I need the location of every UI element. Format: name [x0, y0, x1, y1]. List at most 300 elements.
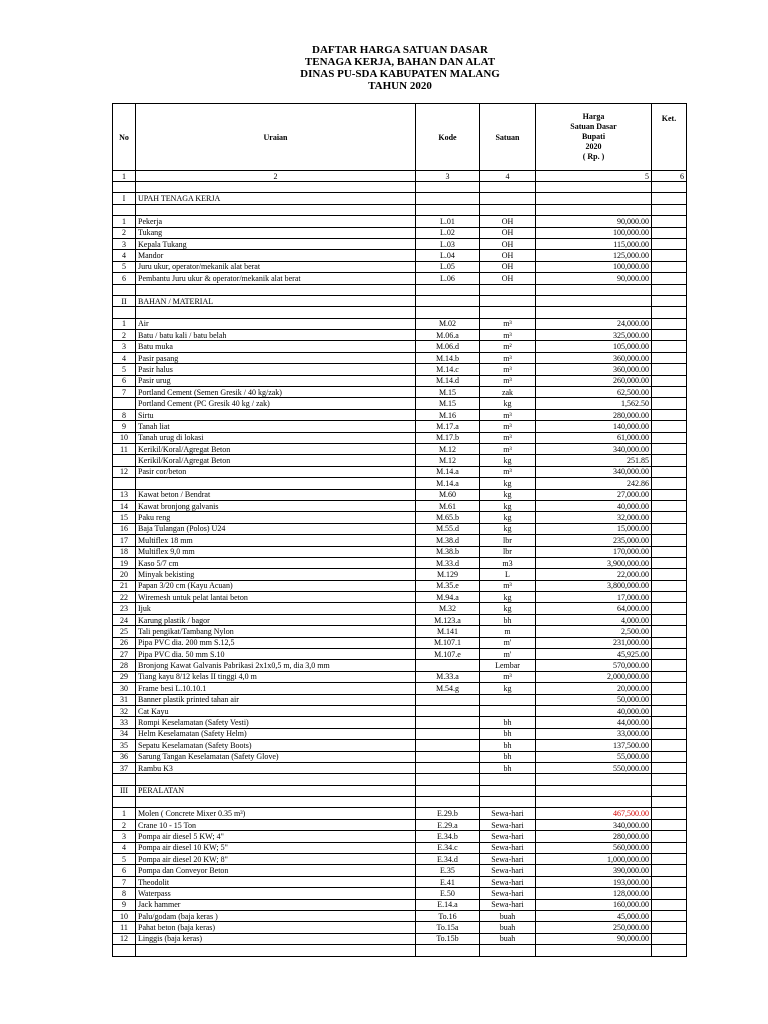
cell-uraian: Ijuk — [136, 603, 416, 614]
title-line-1: DAFTAR HARGA SATUAN DASAR — [312, 44, 488, 56]
spacer-cell — [113, 945, 136, 956]
cell-no: 33 — [113, 717, 136, 728]
empty-cell — [652, 193, 687, 204]
cell-kode: L.06 — [416, 273, 480, 284]
spacer-cell — [480, 945, 536, 956]
cell-harga: 2,000,000.00 — [536, 671, 652, 682]
cell-uraian: Batu muka — [136, 341, 416, 352]
cell-ket — [652, 649, 687, 660]
cell-no: 20 — [113, 569, 136, 580]
empty-cell — [416, 785, 480, 796]
cell-harga: 1,562.50 — [536, 398, 652, 409]
table-row — [113, 842, 687, 853]
table-row — [113, 478, 687, 489]
cell-no: 2 — [113, 330, 136, 341]
cell-kode: M.54.g — [416, 683, 480, 694]
spacer-row — [113, 284, 687, 295]
table-row — [113, 614, 687, 625]
spacer-row — [113, 307, 687, 318]
empty-cell — [652, 295, 687, 306]
cell-ket — [652, 876, 687, 887]
cell-harga: 242.86 — [536, 478, 652, 489]
spacer-cell — [652, 204, 687, 215]
cell-harga: 251.85 — [536, 455, 652, 466]
spacer-cell — [480, 204, 536, 215]
table-row — [113, 227, 687, 238]
cell-harga: 44,000.00 — [536, 717, 652, 728]
cell-kode — [416, 660, 480, 671]
cell-no: 9 — [113, 899, 136, 910]
cell-no: 29 — [113, 671, 136, 682]
cell-no: 17 — [113, 535, 136, 546]
cell-uraian: Pompa dan Conveyor Beton — [136, 865, 416, 876]
cell-uraian: Pasir halus — [136, 364, 416, 375]
table-row — [113, 808, 687, 819]
cell-kode: E.50 — [416, 888, 480, 899]
cell-uraian: Tukang — [136, 227, 416, 238]
cell-kode: M.55.d — [416, 523, 480, 534]
cell-satuan: m³ — [480, 375, 536, 386]
cell-uraian: Rambu K3 — [136, 762, 416, 773]
cell-no: 28 — [113, 660, 136, 671]
cell-satuan: kg — [480, 489, 536, 500]
cell-kode: M.38.d — [416, 535, 480, 546]
cell-no: 11 — [113, 443, 136, 454]
empty-cell — [480, 193, 536, 204]
section-title: BAHAN / MATERIAL — [136, 295, 416, 306]
section-number: II — [113, 295, 136, 306]
cell-satuan: kg — [480, 603, 536, 614]
cell-harga: 22,000.00 — [536, 569, 652, 580]
cell-kode: M.17.b — [416, 432, 480, 443]
cell-ket — [652, 216, 687, 227]
cell-uraian: Pompa air diesel 5 KW; 4" — [136, 831, 416, 842]
table-row — [113, 557, 687, 568]
cell-uraian: Portland Cement (PC Gresik 40 kg / zak) — [136, 398, 416, 409]
cell-kode: M.32 — [416, 603, 480, 614]
spacer-cell — [416, 204, 480, 215]
cell-no: 12 — [113, 466, 136, 477]
cell-satuan — [480, 694, 536, 705]
cell-harga: 17,000.00 — [536, 592, 652, 603]
cell-satuan: buah — [480, 922, 536, 933]
cell-harga: 260,000.00 — [536, 375, 652, 386]
cell-ket — [652, 808, 687, 819]
title-line-4: TAHUN 2020 — [368, 80, 432, 92]
cell-kode — [416, 705, 480, 716]
cell-ket — [652, 899, 687, 910]
cell-ket — [652, 831, 687, 842]
cell-harga: 50,000.00 — [536, 694, 652, 705]
cell-harga: 160,000.00 — [536, 899, 652, 910]
col-header-kode: Kode — [416, 104, 480, 171]
cell-ket — [652, 455, 687, 466]
cell-uraian: Pasir urug — [136, 375, 416, 386]
cell-satuan: bh — [480, 614, 536, 625]
spacer-cell — [113, 182, 136, 193]
cell-no: 25 — [113, 626, 136, 637]
cell-uraian: Pipa PVC dia. 200 mm S.12,5 — [136, 637, 416, 648]
cell-satuan: m³ — [480, 352, 536, 363]
table-row — [113, 751, 687, 762]
table-row — [113, 341, 687, 352]
cell-uraian: Baja Tulangan (Polos) U24 — [136, 523, 416, 534]
cell-harga: 570,000.00 — [536, 660, 652, 671]
cell-satuan: kg — [480, 398, 536, 409]
cell-uraian: Sirtu — [136, 409, 416, 420]
spacer-cell — [136, 204, 416, 215]
cell-kode: M.65.b — [416, 512, 480, 523]
cell-kode: M.02 — [416, 318, 480, 329]
cell-satuan: m' — [480, 649, 536, 660]
table-row — [113, 911, 687, 922]
cell-harga: 100,000.00 — [536, 261, 652, 272]
cell-no — [113, 398, 136, 409]
section-title: UPAH TENAGA KERJA — [136, 193, 416, 204]
cell-kode: E.14.a — [416, 899, 480, 910]
table-row — [113, 216, 687, 227]
spacer-cell — [136, 307, 416, 318]
cell-no: 19 — [113, 557, 136, 568]
cell-kode: E.34.c — [416, 842, 480, 853]
cell-ket — [652, 580, 687, 591]
cell-harga: 4,000.00 — [536, 614, 652, 625]
cell-satuan: bh — [480, 717, 536, 728]
cell-harga: 24,000.00 — [536, 318, 652, 329]
cell-uraian: Tiang kayu 8/12 kelas II tinggi 4,0 m — [136, 671, 416, 682]
cell-uraian: Helm Keselamatan (Safety Helm) — [136, 728, 416, 739]
cell-no: 37 — [113, 762, 136, 773]
table-row — [113, 660, 687, 671]
cell-satuan: m³ — [480, 318, 536, 329]
cell-harga: 1,000,000.00 — [536, 854, 652, 865]
cell-ket — [652, 500, 687, 511]
cell-no — [113, 478, 136, 489]
table-row — [113, 705, 687, 716]
cell-satuan: m³ — [480, 443, 536, 454]
cell-kode: M.16 — [416, 409, 480, 420]
cell-satuan: kg — [480, 592, 536, 603]
col-number: 2 — [136, 171, 416, 182]
table-row — [113, 865, 687, 876]
cell-no: 10 — [113, 432, 136, 443]
spacer-cell — [536, 307, 652, 318]
cell-ket — [652, 432, 687, 443]
cell-satuan: m³ — [480, 330, 536, 341]
cell-satuan: lbr — [480, 535, 536, 546]
cell-kode: E.34.b — [416, 831, 480, 842]
cell-uraian: Jack hammer — [136, 899, 416, 910]
title-line-3: DINAS PU-SDA KABUPATEN MALANG — [300, 68, 500, 80]
spacer-cell — [416, 182, 480, 193]
spacer-cell — [136, 945, 416, 956]
cell-harga: 33,000.00 — [536, 728, 652, 739]
document-title — [0, 44, 768, 92]
cell-uraian: Paku reng — [136, 512, 416, 523]
col-header-ket: Ket. — [652, 104, 687, 171]
cell-no: 7 — [113, 387, 136, 398]
empty-cell — [480, 785, 536, 796]
column-number-row — [113, 171, 687, 182]
cell-ket — [652, 318, 687, 329]
cell-uraian: Linggis (baja keras) — [136, 933, 416, 944]
cell-kode: M.06.a — [416, 330, 480, 341]
cell-uraian: Pipa PVC dia. 50 mm S.10 — [136, 649, 416, 660]
cell-ket — [652, 694, 687, 705]
cell-no: 13 — [113, 489, 136, 500]
table-row — [113, 603, 687, 614]
cell-uraian: Karung plastik / bagor — [136, 614, 416, 625]
spacer-cell — [536, 774, 652, 785]
cell-no: 8 — [113, 888, 136, 899]
table-row — [113, 819, 687, 830]
spacer-row — [113, 945, 687, 956]
cell-uraian: Cat Kayu — [136, 705, 416, 716]
cell-kode: M.14.a — [416, 466, 480, 477]
cell-uraian: Kawat bronjong galvanis — [136, 500, 416, 511]
cell-harga: 105,000.00 — [536, 341, 652, 352]
spacer-row — [113, 797, 687, 808]
cell-ket — [652, 626, 687, 637]
cell-no: 4 — [113, 352, 136, 363]
cell-satuan: kg — [480, 500, 536, 511]
cell-kode — [416, 762, 480, 773]
cell-no: 3 — [113, 238, 136, 249]
table-row — [113, 535, 687, 546]
cell-harga: 3,800,000.00 — [536, 580, 652, 591]
cell-kode: M.14.d — [416, 375, 480, 386]
table-body — [113, 182, 687, 957]
cell-harga: 55,000.00 — [536, 751, 652, 762]
cell-satuan: m³ — [480, 671, 536, 682]
cell-ket — [652, 238, 687, 249]
cell-ket — [652, 557, 687, 568]
cell-harga: 64,000.00 — [536, 603, 652, 614]
table-row — [113, 261, 687, 272]
cell-satuan: m — [480, 626, 536, 637]
cell-ket — [652, 330, 687, 341]
table-row — [113, 238, 687, 249]
cell-ket — [652, 398, 687, 409]
cell-uraian: Molen ( Concrete Mixer 0.35 m³) — [136, 808, 416, 819]
cell-harga: 140,000.00 — [536, 421, 652, 432]
cell-uraian: Theodolit — [136, 876, 416, 887]
cell-no: 27 — [113, 649, 136, 660]
cell-kode: E.35 — [416, 865, 480, 876]
cell-uraian: Sarung Tangan Keselamatan (Safety Glove) — [136, 751, 416, 762]
spacer-cell — [536, 797, 652, 808]
cell-no: 6 — [113, 375, 136, 386]
table-row — [113, 250, 687, 261]
cell-no: 6 — [113, 273, 136, 284]
cell-kode: M.15 — [416, 398, 480, 409]
cell-ket — [652, 671, 687, 682]
table-row — [113, 592, 687, 603]
cell-ket — [652, 409, 687, 420]
cell-kode: M.06.d — [416, 341, 480, 352]
cell-ket — [652, 478, 687, 489]
section-header-row — [113, 193, 687, 204]
spacer-cell — [652, 307, 687, 318]
cell-satuan: m³ — [480, 409, 536, 420]
table-row — [113, 273, 687, 284]
cell-uraian: Pahat beton (baja keras) — [136, 922, 416, 933]
table-row — [113, 364, 687, 375]
section-title: PERALATAN — [136, 785, 416, 796]
spacer-cell — [652, 284, 687, 295]
spacer-cell — [113, 797, 136, 808]
table-row — [113, 352, 687, 363]
cell-no: 35 — [113, 740, 136, 751]
cell-ket — [652, 922, 687, 933]
table-row — [113, 432, 687, 443]
cell-harga: 90,000.00 — [536, 933, 652, 944]
cell-kode: M.14.c — [416, 364, 480, 375]
table-row — [113, 455, 687, 466]
cell-harga: 360,000.00 — [536, 364, 652, 375]
cell-uraian: Crane 10 - 15 Ton — [136, 819, 416, 830]
empty-cell — [480, 295, 536, 306]
spacer-cell — [416, 307, 480, 318]
cell-ket — [652, 888, 687, 899]
cell-satuan: m³ — [480, 421, 536, 432]
cell-ket — [652, 523, 687, 534]
cell-ket — [652, 683, 687, 694]
cell-ket — [652, 466, 687, 477]
cell-kode: M.12 — [416, 455, 480, 466]
cell-ket — [652, 512, 687, 523]
cell-harga: 231,000.00 — [536, 637, 652, 648]
spacer-cell — [136, 797, 416, 808]
cell-harga: 3,900,000.00 — [536, 557, 652, 568]
cell-harga: 390,000.00 — [536, 865, 652, 876]
cell-harga: 61,000.00 — [536, 432, 652, 443]
cell-harga: 467,500.00 — [536, 808, 652, 819]
cell-harga: 100,000.00 — [536, 227, 652, 238]
cell-uraian: Pasir cor/beton — [136, 466, 416, 477]
cell-uraian: Banner plastik printed tahan air — [136, 694, 416, 705]
col-number: 5 — [536, 171, 652, 182]
cell-ket — [652, 535, 687, 546]
cell-harga: 280,000.00 — [536, 831, 652, 842]
cell-kode — [416, 728, 480, 739]
table-row — [113, 489, 687, 500]
cell-kode: M.123.a — [416, 614, 480, 625]
section-header-row — [113, 785, 687, 796]
cell-ket — [652, 660, 687, 671]
cell-satuan: m² — [480, 341, 536, 352]
section-number: III — [113, 785, 136, 796]
harga-line-4: 2020 — [585, 142, 602, 151]
cell-kode: M.33.d — [416, 557, 480, 568]
cell-kode: L.03 — [416, 238, 480, 249]
cell-no: 34 — [113, 728, 136, 739]
cell-uraian: Kaso 5/7 cm — [136, 557, 416, 568]
cell-ket — [652, 421, 687, 432]
cell-uraian: Pasir pasang — [136, 352, 416, 363]
cell-harga: 137,500.00 — [536, 740, 652, 751]
spacer-cell — [652, 774, 687, 785]
cell-kode: L.01 — [416, 216, 480, 227]
spacer-cell — [416, 945, 480, 956]
spacer-row — [113, 182, 687, 193]
cell-ket — [652, 489, 687, 500]
cell-harga: 62,500.00 — [536, 387, 652, 398]
cell-satuan: OH — [480, 227, 536, 238]
cell-satuan: Sewa-hari — [480, 819, 536, 830]
spacer-cell — [136, 182, 416, 193]
cell-satuan: Sewa-hari — [480, 831, 536, 842]
cell-satuan — [480, 705, 536, 716]
cell-satuan: Sewa-hari — [480, 842, 536, 853]
col-number: 3 — [416, 171, 480, 182]
cell-satuan: m3 — [480, 557, 536, 568]
cell-no: 31 — [113, 694, 136, 705]
cell-ket — [652, 227, 687, 238]
cell-harga: 560,000.00 — [536, 842, 652, 853]
cell-uraian: Minyak bekisting — [136, 569, 416, 580]
table-row — [113, 922, 687, 933]
cell-uraian: Wiremesh untuk pelat lantai beton — [136, 592, 416, 603]
cell-uraian: Kerikil/Koral/Agregat Beton — [136, 455, 416, 466]
header-row — [113, 104, 687, 171]
cell-no: 2 — [113, 819, 136, 830]
cell-satuan: m' — [480, 637, 536, 648]
cell-harga: 27,000.00 — [536, 489, 652, 500]
cell-satuan: OH — [480, 238, 536, 249]
table-row — [113, 831, 687, 842]
section-header-row — [113, 295, 687, 306]
empty-cell — [652, 785, 687, 796]
cell-kode: M.107.e — [416, 649, 480, 660]
empty-cell — [416, 193, 480, 204]
cell-satuan: buah — [480, 911, 536, 922]
col-number: 1 — [113, 171, 136, 182]
cell-harga: 125,000.00 — [536, 250, 652, 261]
empty-cell — [536, 193, 652, 204]
cell-satuan: m³ — [480, 466, 536, 477]
cell-kode: M.12 — [416, 443, 480, 454]
cell-no: 5 — [113, 261, 136, 272]
cell-harga: 45,000.00 — [536, 911, 652, 922]
table-row — [113, 443, 687, 454]
cell-satuan: kg — [480, 512, 536, 523]
spacer-cell — [113, 774, 136, 785]
cell-kode: M.60 — [416, 489, 480, 500]
cell-no: 10 — [113, 911, 136, 922]
cell-satuan: bh — [480, 728, 536, 739]
cell-kode: M.14.b — [416, 352, 480, 363]
cell-ket — [652, 854, 687, 865]
cell-satuan: kg — [480, 478, 536, 489]
cell-harga: 15,000.00 — [536, 523, 652, 534]
cell-ket — [652, 705, 687, 716]
cell-satuan: OH — [480, 250, 536, 261]
table-row — [113, 876, 687, 887]
table-row — [113, 523, 687, 534]
spacer-cell — [416, 284, 480, 295]
table-row — [113, 717, 687, 728]
cell-satuan: Sewa-hari — [480, 876, 536, 887]
cell-uraian: Portland Cement (Semen Gresik / 40 kg/zak) — [136, 387, 416, 398]
cell-kode — [416, 694, 480, 705]
cell-no: 15 — [113, 512, 136, 523]
title-line-2: TENAGA KERJA, BAHAN DAN ALAT — [304, 56, 496, 68]
cell-no: 4 — [113, 250, 136, 261]
cell-ket — [652, 751, 687, 762]
table-row — [113, 387, 687, 398]
cell-satuan: bh — [480, 751, 536, 762]
